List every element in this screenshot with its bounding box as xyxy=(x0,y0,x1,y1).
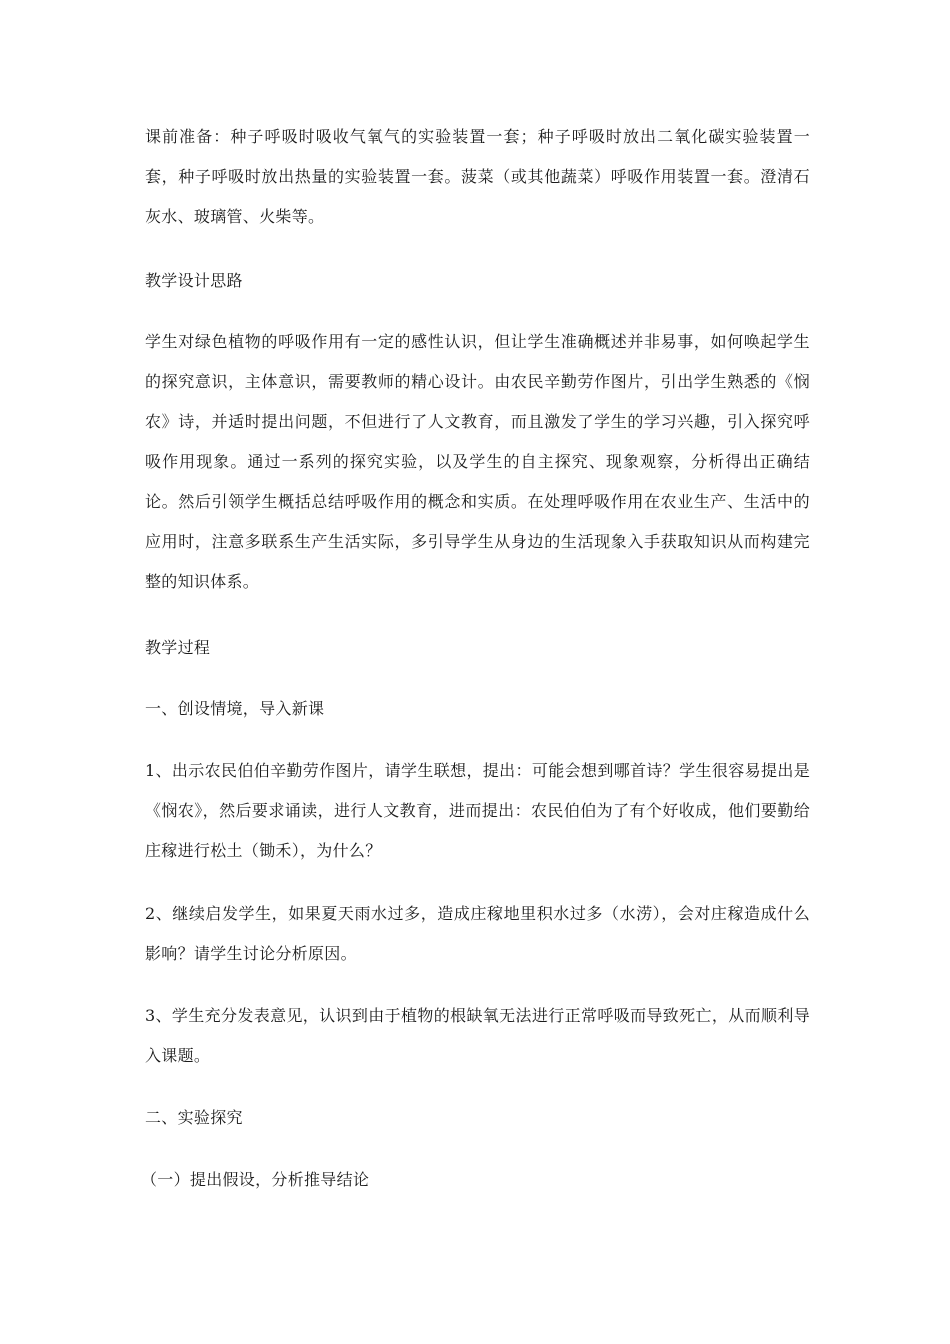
design-idea-paragraph: 学生对绿色植物的呼吸作用有一定的感性认识，但让学生准确概述并非易事，如何唤起学生的探究意识，主体意识，需要教师的精心设计。由农民辛勤劳作图片，引出学生熟悉的《悯农》诗，并适时提出问题，不但进行了人文教育，而且激发了学生的学习兴趣，引入探究呼吸作用现象。通过一系列的探究实验，以及学生的自主探究、现象观察，分析得出正确结论。然后引领学生概括总结呼吸作用的概念和实质。在处理呼吸作用在农业生产、生活中的应用时，注意多联系生产生活实际，多引导学生从身边的生活现象入手获取知识从而构建完整的知识体系。 xyxy=(145,332,810,591)
step-3-paragraph: 3、学生充分发表意见，认识到由于植物的根缺氧无法进行正常呼吸而导致死亡，从而顺利导入课题。 xyxy=(145,1006,810,1065)
section-1-heading: 一、创设情境，导入新课 xyxy=(145,699,325,718)
design-idea-heading: 教学设计思路 xyxy=(145,271,243,290)
section-2-heading: 二、实验探究 xyxy=(145,1108,243,1127)
step-1-paragraph: 1、出示农民伯伯辛勤劳作图片，请学生联想，提出：可能会想到哪首诗？学生很容易提出是《悯农》，然后要求诵读，进行人文教育，进而提出：农民伯伯为了有个好收成，他们要勤给庄稼进行松土（锄禾），为什么？ xyxy=(145,761,810,860)
teaching-process-heading: 教学过程 xyxy=(145,638,211,657)
step-2-paragraph: 2、继续启发学生，如果夏天雨水过多，造成庄稼地里积水过多（水涝），会对庄稼造成什么影响？请学生讨论分析原因。 xyxy=(145,904,810,963)
preparation-paragraph: 课前准备：种子呼吸时吸收气氧气的实验装置一套；种子呼吸时放出二氧化碳实验装置一套，种子呼吸时放出热量的实验装置一套。菠菜（或其他蔬菜）呼吸作用装置一套。澄清石灰水、玻璃管、火柴等。 xyxy=(145,127,810,226)
subsection-1-heading: （一）提出假设，分析推导结论 xyxy=(141,1170,370,1189)
